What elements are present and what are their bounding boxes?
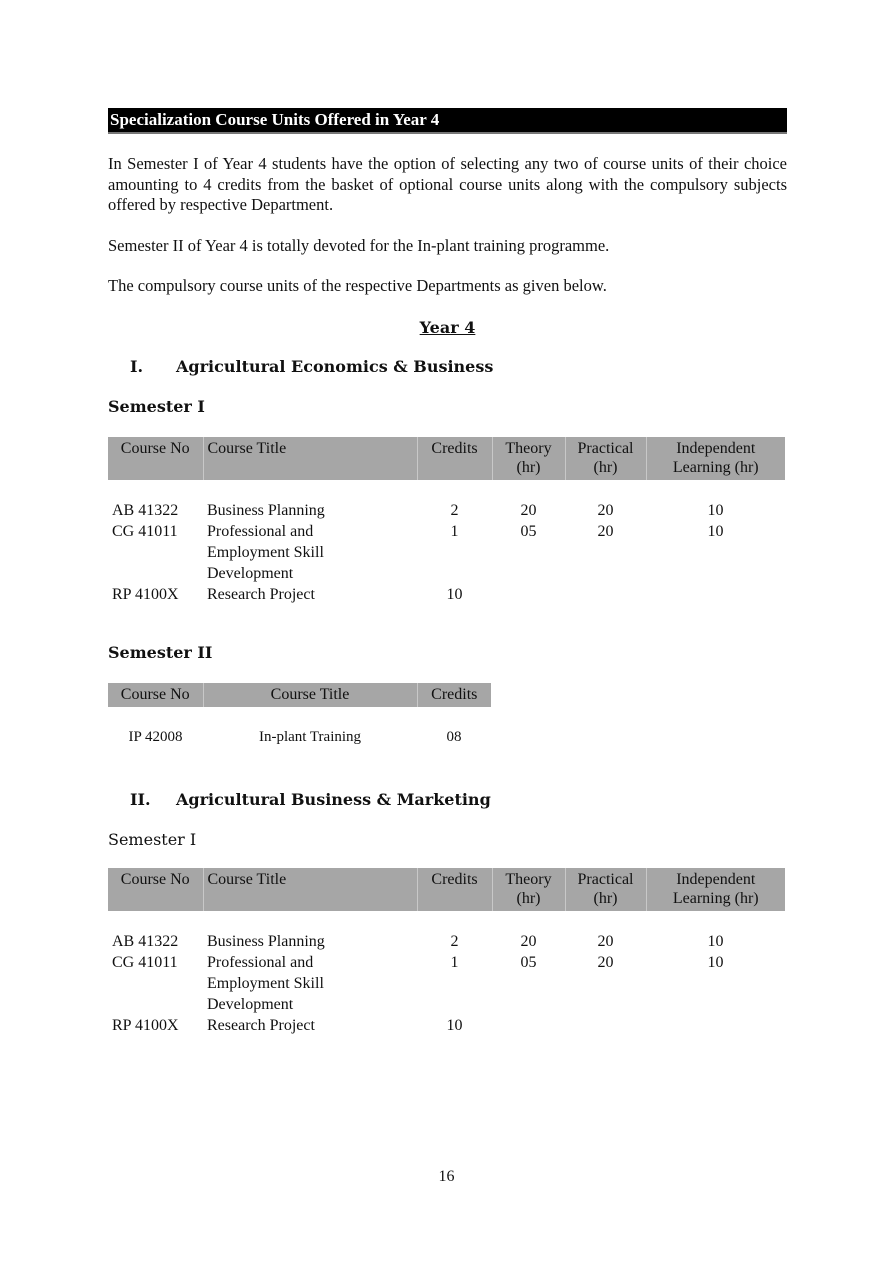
year-title: Year 4	[419, 317, 476, 337]
independent-hours: 10	[707, 953, 724, 971]
course-no: AB 41322	[112, 932, 179, 950]
practical-hours	[565, 1015, 646, 1036]
department-name: Agricultural Economics & Business	[176, 356, 494, 376]
header-course-title: Course Title	[203, 683, 417, 707]
course-table-dept2-sem1	[108, 868, 785, 1036]
header-independent: Independent Learning (hr)	[646, 437, 785, 480]
header-course-no: Course No	[108, 683, 203, 707]
department-heading	[108, 790, 787, 809]
table-header-row	[108, 437, 785, 480]
theory-hours	[492, 584, 565, 605]
credits: 08	[446, 728, 462, 745]
course-no: CG 41011	[112, 953, 178, 971]
table-row	[108, 952, 785, 1015]
header-independent: Independent Learning (hr)	[646, 868, 785, 911]
page-number: 16	[438, 1168, 455, 1185]
course-no: IP 42008	[128, 728, 183, 745]
semester-label: Semester II	[108, 642, 213, 662]
department-number: I.	[130, 356, 144, 376]
credits: 10	[446, 585, 463, 603]
independent-hours	[646, 584, 785, 605]
independent-hours: 10	[707, 522, 724, 540]
table-row	[108, 521, 785, 584]
practical-hours: 20	[597, 953, 614, 971]
course-title: Business Planning	[207, 932, 325, 950]
table-row	[108, 500, 785, 521]
theory-hours	[492, 1015, 565, 1036]
course-title: Professional and Employment Skill Development	[207, 953, 324, 1013]
practical-hours: 20	[597, 932, 614, 950]
document-page	[108, 108, 787, 1036]
course-title: Research Project	[207, 585, 315, 603]
credits: 1	[450, 953, 459, 971]
independent-hours: 10	[707, 932, 724, 950]
practical-hours	[565, 584, 646, 605]
semester2-paragraph: Semester II of Year 4 is totally devoted for the In-plant training programme.	[108, 235, 610, 255]
table-row	[108, 584, 785, 605]
course-title: Business Planning	[207, 501, 325, 519]
practical-hours: 20	[597, 501, 614, 519]
intro-paragraph: In Semester I of Year 4 students have the option of selecting any two of course units of their choice amounting to 4 credits from the basket of optional course units along with the compulsory subjects offered by respective Department.	[108, 154, 787, 214]
table-header-row	[108, 868, 785, 911]
department-heading	[108, 357, 787, 376]
credits: 2	[450, 501, 459, 519]
theory-hours: 20	[520, 932, 537, 950]
header-credits: Credits	[417, 437, 492, 480]
department-name: Agricultural Business & Marketing	[176, 789, 491, 809]
compulsory-paragraph: The compulsory course units of the respective Departments as given below.	[108, 276, 607, 295]
course-table-dept1-sem2	[108, 683, 491, 748]
header-practical: Practical (hr)	[565, 868, 646, 911]
course-no: RP 4100X	[112, 1016, 179, 1034]
course-no: CG 41011	[112, 522, 178, 540]
theory-hours: 05	[520, 522, 537, 540]
independent-hours	[646, 1015, 785, 1036]
course-title: Research Project	[207, 1016, 315, 1034]
header-course-no: Course No	[108, 868, 203, 911]
independent-hours: 10	[707, 501, 724, 519]
header-credits: Credits	[417, 868, 492, 911]
credits: 2	[450, 932, 459, 950]
header-theory: Theory (hr)	[492, 868, 565, 911]
table-header-row	[108, 683, 491, 707]
table-row	[108, 931, 785, 952]
header-course-no: Course No	[108, 437, 203, 480]
course-table-dept1-sem1	[108, 437, 785, 605]
table-row	[108, 727, 491, 748]
course-title: Professional and Employment Skill Development	[207, 522, 324, 582]
section-heading: Specialization Course Units Offered in Year 4	[108, 108, 787, 134]
header-course-title: Course Title	[203, 868, 417, 911]
credits: 10	[446, 1016, 463, 1034]
course-no: RP 4100X	[112, 585, 179, 603]
semester-label: Semester I	[108, 829, 197, 849]
header-credits: Credits	[417, 683, 491, 707]
course-title: In-plant Training	[258, 728, 362, 745]
theory-hours: 20	[520, 501, 537, 519]
department-number: II.	[130, 789, 151, 809]
theory-hours: 05	[520, 953, 537, 971]
header-theory: Theory (hr)	[492, 437, 565, 480]
semester-label: Semester I	[108, 396, 205, 416]
header-practical: Practical (hr)	[565, 437, 646, 480]
credits: 1	[450, 522, 459, 540]
course-no: AB 41322	[112, 501, 179, 519]
table-row	[108, 1015, 785, 1036]
header-course-title: Course Title	[203, 437, 417, 480]
practical-hours: 20	[597, 522, 614, 540]
